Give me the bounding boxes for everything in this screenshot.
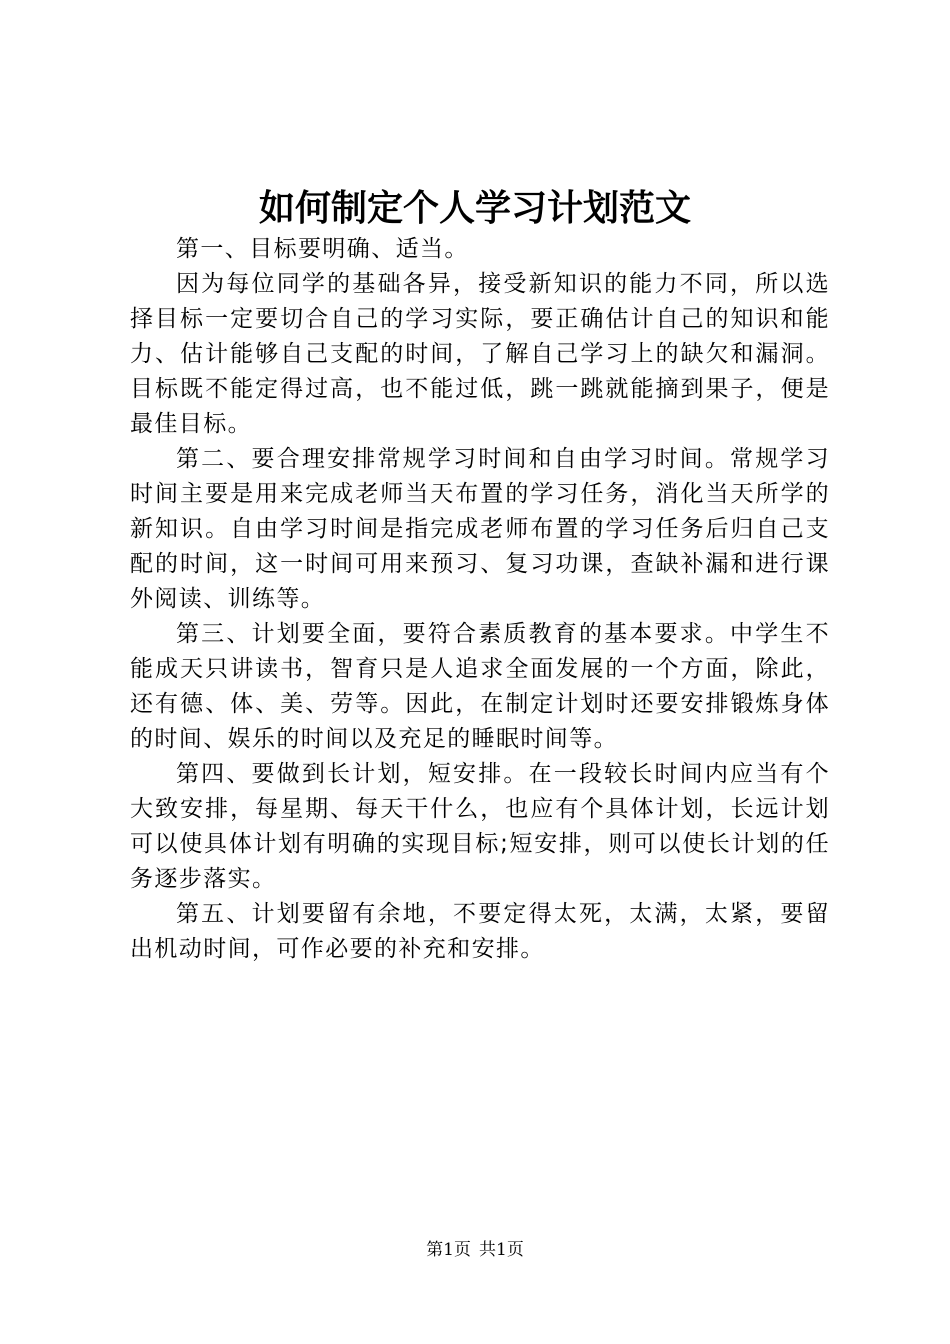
paragraph-6: 第五、计划要留有余地，不要定得太死，太满，太紧，要留出机动时间，可作必要的补充和安排。: [130, 901, 830, 962]
paragraph-3: 第二、要合理安排常规学习时间和自由学习时间。常规学习时间主要是用来完成老师当天布置的学习任务，消化当天所学的新知识。自由学习时间是指完成老师布置的学习任务后归自己支配的时间，这一时间可用来预习、复习功课，查缺补漏和进行课外阅读、训练等。: [130, 446, 830, 612]
paragraph-2: 因为每位同学的基础各异，接受新知识的能力不同，所以选择目标一定要切合自己的学习实际，要正确估计自己的知识和能力、估计能够自己支配的时间，了解自己学习上的缺欠和漏洞。目标既不能定得过高，也不能过低，跳一跳就能摘到果子，便是最佳目标。: [130, 271, 830, 437]
page-footer: [0, 1238, 950, 1262]
page-number-total: 共1页: [479, 1240, 524, 1260]
paragraph-4: 第三、计划要全面，要符合素质教育的基本要求。中学生不能成天只讲读书，智育只是人追求全面发展的一个方面，除此，还有德、体、美、劳等。因此，在制定计划时还要安排锻炼身体的时间、娱乐的时间以及充足的睡眠时间等。: [130, 621, 830, 752]
paragraph-1: 第一、目标要明确、适当。: [176, 236, 469, 262]
document-body: [130, 232, 830, 967]
page-number-current: 第1页: [426, 1240, 471, 1260]
document-title: 如何制定个人学习计划范文: [258, 187, 691, 229]
paragraph-5: 第四、要做到长计划，短安排。在一段较长时间内应当有个大致安排，每星期、每天干什么，也应有个具体计划，长远计划可以使具体计划有明确的实现目标;短安排，则可以使长计划的任务逐步落实。: [130, 761, 830, 892]
